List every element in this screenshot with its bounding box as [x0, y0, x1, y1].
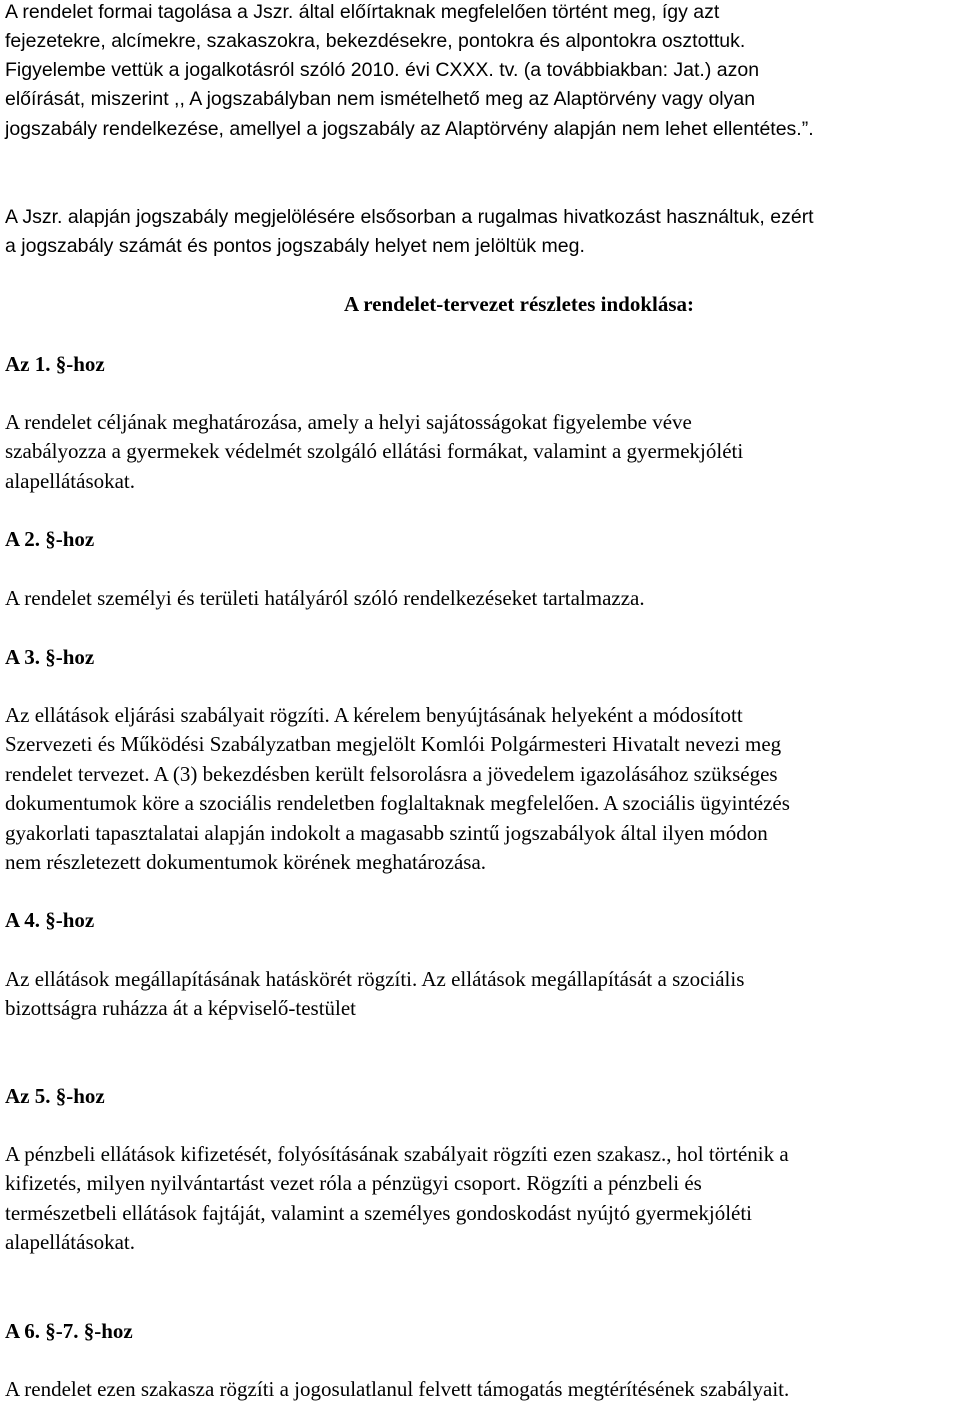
- text-line: A pénzbeli ellátások kifizetését, folyósításának szabályait rögzíti ezen szakasz., hol történik a: [5, 1142, 789, 1166]
- section-heading-4: A 4. §-hoz: [5, 908, 95, 932]
- text-line: A rendelet ezen szakasza rögzíti a jogosulatlanul felvett támogatás megtérítésének szabályait.: [5, 1377, 790, 1401]
- text-line: Figyelembe vettük a jogalkotásról szóló 2010. évi CXXX. tv. (a továbbiakban: Jat.) azon: [5, 59, 760, 81]
- section-body-5: [5, 1140, 789, 1258]
- section-body-4: [5, 965, 744, 1024]
- section-heading-2: A 2. §-hoz: [5, 527, 95, 551]
- section-body-1: [5, 408, 743, 496]
- text-line: A rendelet személyi és területi hatályáról szóló rendelkezéseket tartalmazza.: [5, 586, 645, 610]
- text-line: Az ellátások megállapításának hatáskörét rögzíti. Az ellátások megállapítását a szociális: [5, 967, 745, 991]
- text-line: nem részletezett dokumentumok körének meghatározása.: [5, 849, 487, 874]
- section-heading-3: A 3. §-hoz: [5, 645, 95, 669]
- intro-paragraph-1: [5, 0, 745, 57]
- text-line: kifizetés, milyen nyilvántartást vezet róla a pénzügyi csoport. Rögzíti a pénzbeli és: [5, 1171, 702, 1196]
- text-line: dokumentumok köre a szociális rendeletben foglaltaknak megfelelően. A szociális ügyintézés: [5, 791, 790, 816]
- section-body-3: [5, 701, 790, 877]
- intro-paragraph-3: [5, 203, 814, 262]
- text-line: rendelet tervezet. A (3) bekezdésben került felsorolásra a jövedelem igazolásához szükséges: [5, 761, 778, 786]
- section-heading-6-7: A 6. §-7. §-hoz: [5, 1319, 133, 1343]
- text-line: alapellátásokat.: [5, 1230, 136, 1255]
- text-line: A rendelet céljának meghatározása, amely a helyi sajátosságokat figyelembe véve: [5, 410, 692, 434]
- text-line: A rendelet formai tagolása a Jszr. által előírtaknak megfelelően történt meg, így azt: [5, 1, 720, 23]
- section-body-6-7: [5, 1375, 789, 1404]
- text-line: fejezetekre, alcímekre, szakaszokra, bekezdésekre, pontokra és alpontokra osztottuk.: [5, 30, 746, 53]
- detail-title: A rendelet-tervezet részletes indoklása:: [343, 292, 695, 316]
- text-line: természetbeli ellátások fajtáját, valamint a személyes gondoskodást nyújtó gyermekjóléti: [5, 1200, 753, 1225]
- section-body-2: [5, 584, 645, 613]
- text-line: gyakorlati tapasztalatai alapján indokolt a magasabb szintű jogszabályok által ilyen módon: [5, 820, 768, 845]
- text-line: bizottságra ruházza át a képviselő-testület: [5, 996, 357, 1021]
- text-line: szabályozza a gyermekek védelmét szolgáló ellátási formákat, valamint a gyermekjóléti: [5, 439, 744, 464]
- text-line: alapellátásokat.: [5, 468, 136, 493]
- text-line: Az ellátások eljárási szabályait rögzíti. A kérelem benyújtásának helyeként a módosított: [5, 703, 743, 727]
- intro-paragraph-2: [5, 56, 814, 144]
- text-line: a jogszabály számát és pontos jogszabály helyet nem jelöltük meg.: [5, 235, 585, 258]
- text-line: előírását, miszerint ,, A jogszabályban nem ismételhető meg az Alaptörvény vagy olyan: [5, 88, 756, 111]
- text-line: A Jszr. alapján jogszabály megjelölésére elsősorban a rugalmas hivatkozást használtuk, ezért: [5, 206, 814, 228]
- section-heading-1: Az 1. §-hoz: [5, 352, 105, 376]
- text-line: Szervezeti és Működési Szabályzatban megjelölt Komlói Polgármesteri Hivatalt nevezi meg: [5, 732, 782, 757]
- text-line: jogszabály rendelkezése, amellyel a jogszabály az Alaptörvény alapján nem lehet ellentétes.”.: [5, 117, 814, 140]
- section-heading-5: Az 5. §-hoz: [5, 1084, 105, 1108]
